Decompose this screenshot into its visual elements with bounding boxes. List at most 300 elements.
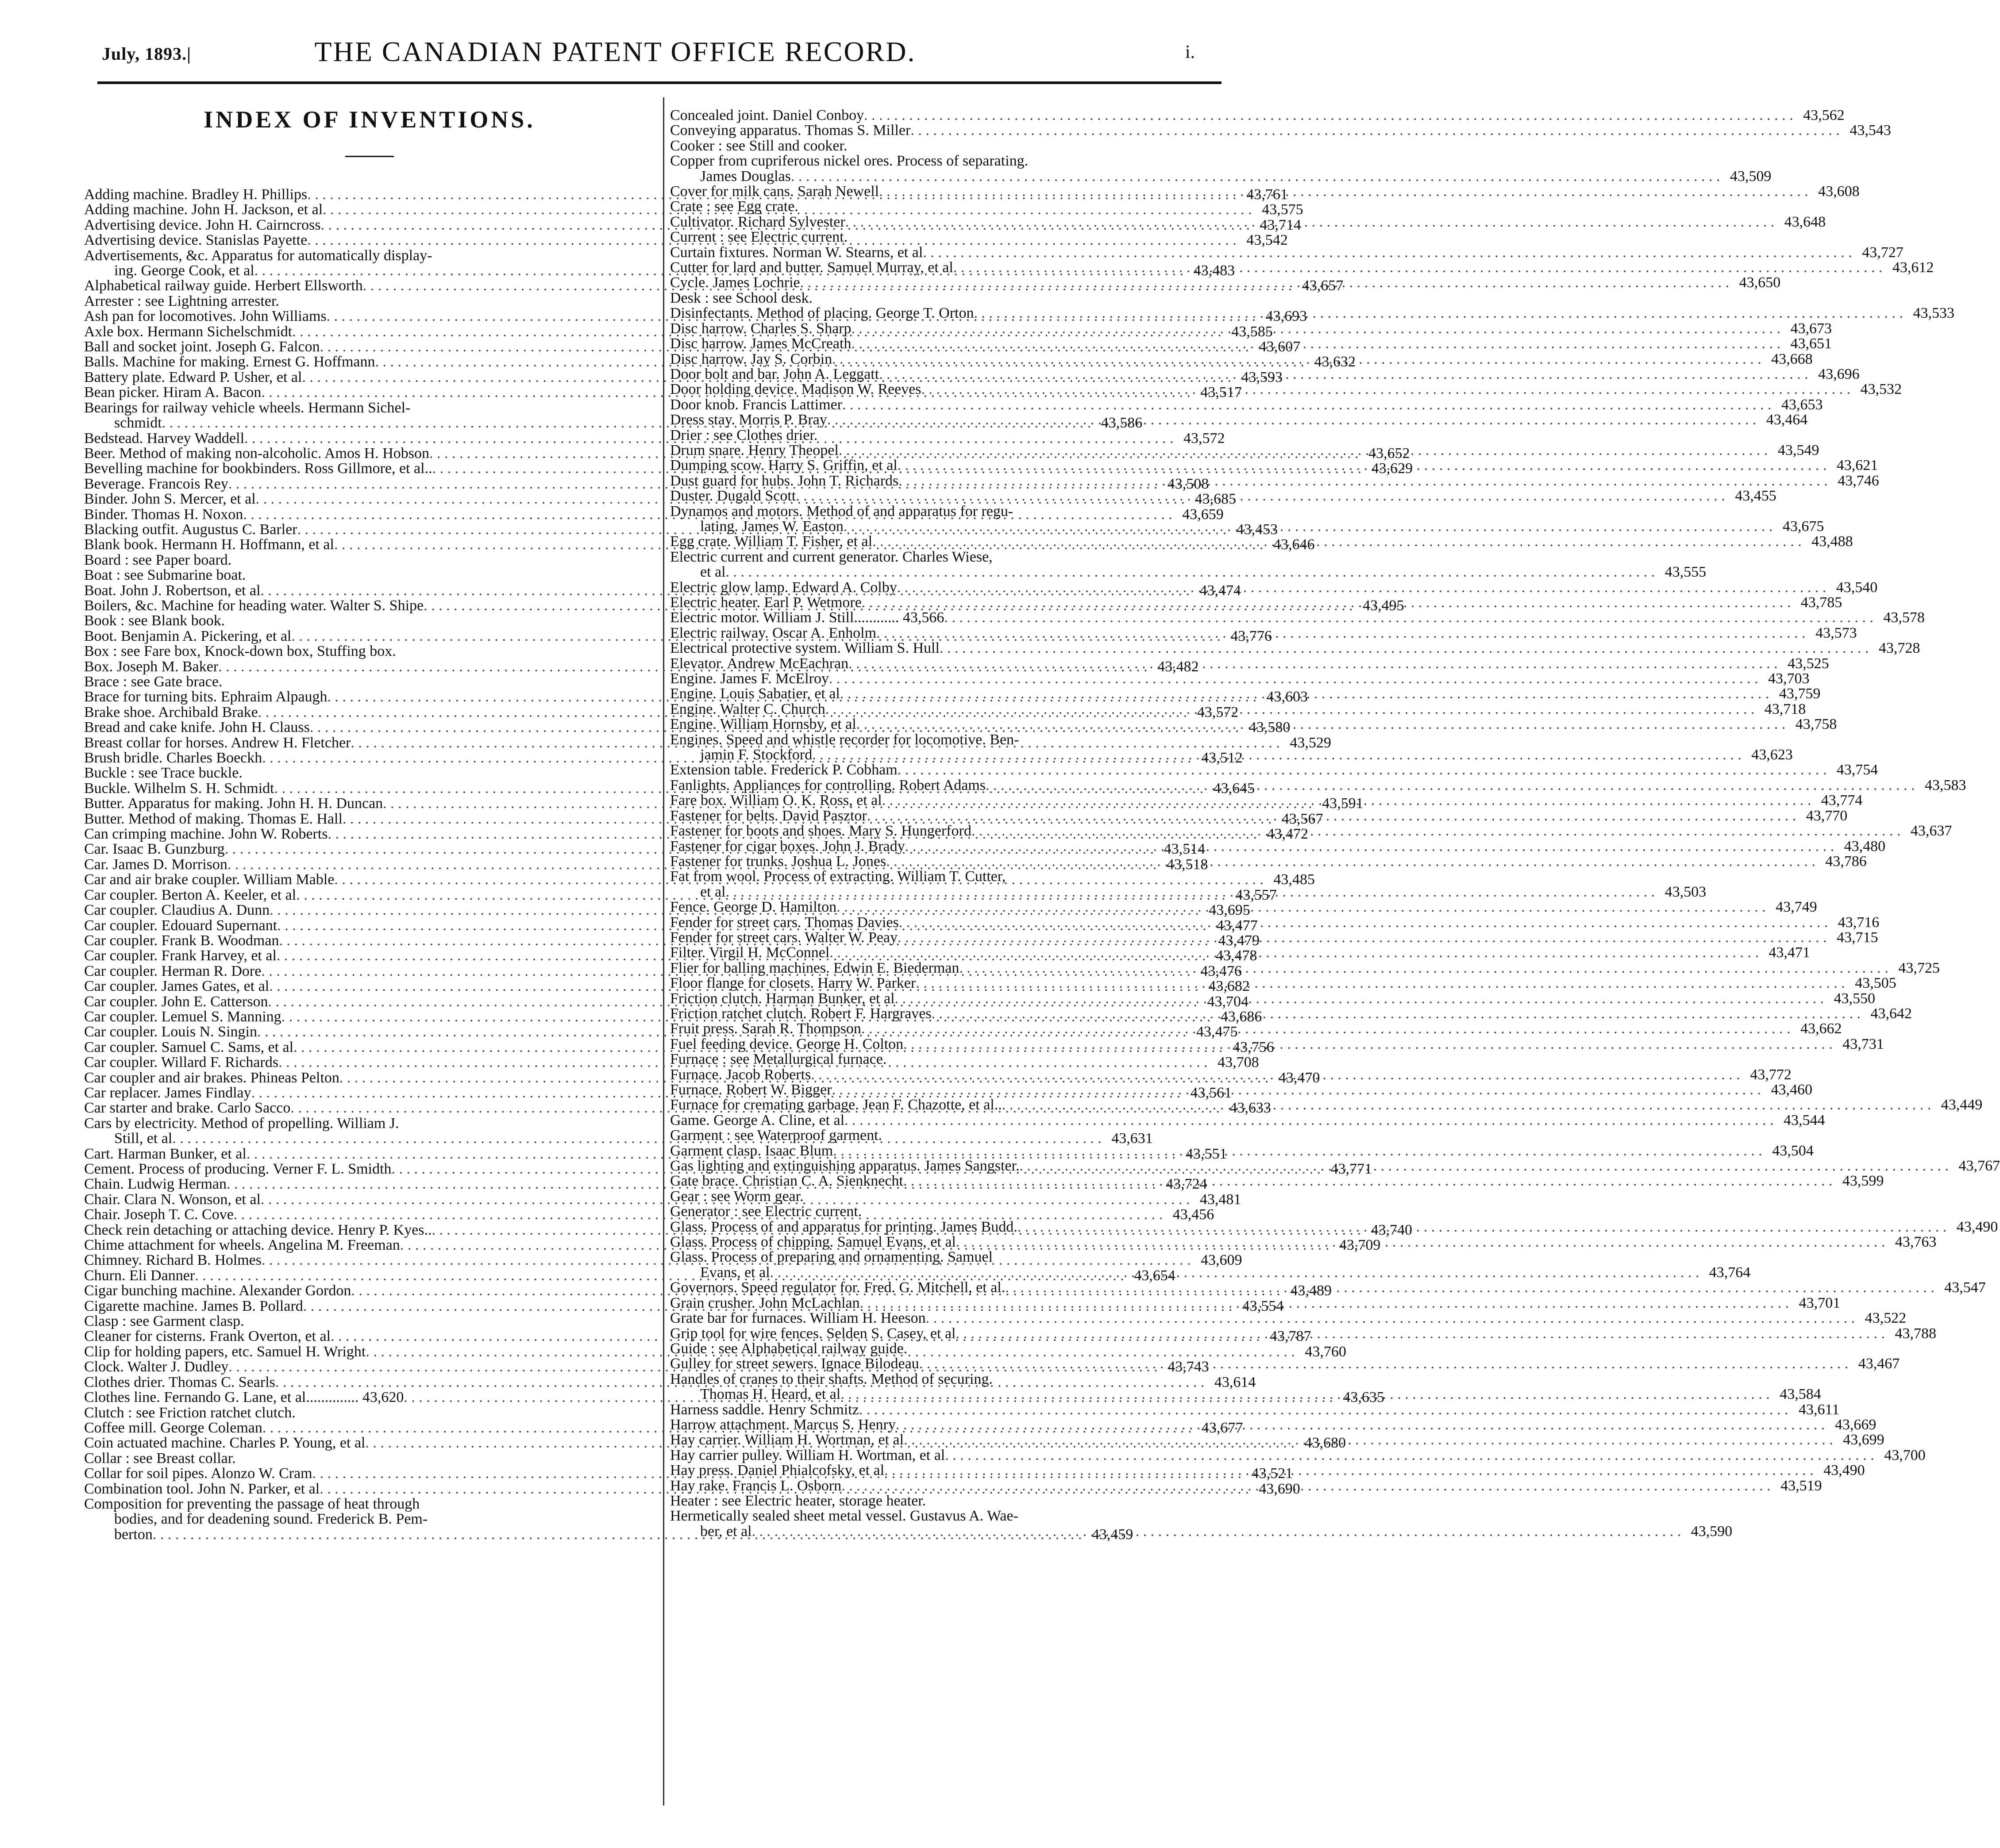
- patent-number: 43,593: [1241, 369, 1283, 385]
- dot-leader: [904, 1432, 1833, 1448]
- entry-text: Boilers, &c. Machine for heading water. Walter S. Shipe: [84, 597, 424, 614]
- index-entry: [670, 1082, 1812, 1098]
- patent-number: 43,449: [1941, 1097, 1983, 1113]
- entry-text: Balls. Machine for making. Ernest G. Hoffmann: [84, 354, 375, 370]
- patent-number: 43,629: [1371, 460, 1413, 477]
- entry-text: Generator : see Electric current.: [670, 1203, 862, 1220]
- dot-leader: [852, 321, 1781, 336]
- entry-text: Car coupler. Louis N. Singin: [84, 1024, 257, 1040]
- patent-number: 43,709: [1339, 1237, 1381, 1254]
- dot-leader: [861, 1021, 1791, 1036]
- patent-number: 43,464: [1766, 412, 1808, 428]
- entry-text: Electric motor. William J. Still............ 43,566: [670, 609, 944, 626]
- entry-text: Drier : see Clothes drier.: [670, 427, 818, 443]
- patent-number: 43,533: [1913, 305, 1954, 322]
- dot-leader: [899, 915, 1828, 930]
- entry-text: Guide : see Alphabetical railway guide.: [670, 1340, 908, 1357]
- patent-number: 43,632: [1314, 354, 1356, 370]
- patent-number: 43,771: [1330, 1161, 1372, 1177]
- dot-leader: [1019, 1159, 1949, 1174]
- index-entry: [84, 1314, 655, 1329]
- entry-text: Chimney. Richard B. Holmes: [84, 1252, 262, 1269]
- entry-text: ber, et al: [700, 1523, 752, 1540]
- index-entry: [670, 504, 1245, 519]
- patent-number: 43,727: [1862, 244, 1904, 261]
- entry-text: Door knob. Francis Lattimer: [670, 396, 843, 413]
- entry-text: Car replacer. James Findlay: [84, 1084, 251, 1101]
- patent-number: 43,572: [1183, 430, 1225, 447]
- dot-leader: [726, 565, 1655, 580]
- patent-number: 43,550: [1834, 990, 1876, 1007]
- entry-text: Box. Joseph M. Baker: [84, 658, 219, 675]
- entry-text: Book : see Blank book.: [84, 612, 225, 629]
- entry-text: Still, et al: [114, 1130, 173, 1147]
- patent-number: 43,555: [1665, 564, 1707, 581]
- dot-leader: [829, 671, 1758, 686]
- patent-number: 43,767: [1958, 1158, 2000, 1174]
- dot-leader: [945, 1448, 1874, 1463]
- dot-leader: [986, 778, 1915, 793]
- index-entry: [670, 564, 1707, 581]
- dot-leader: [841, 1478, 1771, 1494]
- entry-text: Car coupler. Berton A. Keeler, et al: [84, 886, 297, 903]
- entry-text: Cooker : see Still and cooker.: [670, 137, 848, 154]
- dot-leader: [842, 397, 1772, 412]
- index-entry: [670, 1401, 1840, 1418]
- dot-leader: [840, 1387, 1770, 1402]
- patent-number: 43,746: [1838, 472, 1879, 489]
- index-entry: [670, 838, 1886, 855]
- index-entry: [670, 944, 1810, 961]
- index-entry: [670, 777, 1966, 793]
- patent-number: 43,704: [1207, 993, 1249, 1010]
- index-entry: [84, 886, 1277, 903]
- patent-number: 43,573: [1815, 624, 1857, 641]
- patent-number: 43,659: [1182, 506, 1224, 523]
- patent-number: 43,551: [1185, 1145, 1227, 1162]
- entry-text: Binder. Thomas H. Noxon: [84, 506, 243, 523]
- patent-number: 43,583: [1924, 777, 1966, 793]
- patent-number: 43,525: [1788, 655, 1829, 672]
- patent-number: 43,522: [1865, 1310, 1907, 1327]
- index-entry: [670, 1523, 1733, 1540]
- dot-leader: [796, 489, 1725, 504]
- entry-text: Car coupler. John E. Catterson: [84, 993, 268, 1010]
- entry-text: Dynamos and motors. Method of and apparatus for regu-: [670, 503, 1013, 520]
- patent-number: 43,474: [1199, 582, 1241, 599]
- entry-text: Car coupler. Willard F. Richards: [84, 1054, 279, 1071]
- entry-text: Advertisements, &c. Apparatus for automatically display-: [84, 247, 432, 264]
- entry-text: Advertising device. John H. Cairncross: [84, 216, 321, 233]
- entry-text: Harrow attachment. Marcus S. Henry: [670, 1416, 896, 1433]
- entry-text: Engines. Speed and whistle recorder for locomotive. Ben-: [670, 731, 1019, 748]
- entry-text: Heater : see Electric heater, storage heater.: [670, 1492, 926, 1509]
- dot-leader: [1002, 1097, 1931, 1113]
- patent-number: 43,554: [1242, 1297, 1284, 1314]
- entry-text: Dress stay. Morris P. Bray: [670, 412, 827, 428]
- patent-number: 43,772: [1750, 1066, 1792, 1083]
- index-entry: [670, 1416, 1877, 1433]
- entry-text: Car coupler. Frank B. Woodman: [84, 932, 279, 949]
- entry-text: Electric current and current generator. Charles Wiese,: [670, 548, 993, 565]
- index-entry: [84, 644, 655, 659]
- index-entry: [670, 853, 1867, 870]
- entry-text: Fastener for belts. David Pasztor: [670, 807, 867, 824]
- patent-number: 43,648: [1784, 213, 1826, 230]
- index-entry: [84, 1497, 655, 1512]
- dot-leader: [840, 686, 1769, 701]
- patent-number: 43,633: [1229, 1100, 1271, 1116]
- dot-leader: [864, 108, 1793, 123]
- patent-number: 43,503: [1665, 883, 1707, 900]
- patent-number: 43,763: [1895, 1234, 1937, 1251]
- entry-text: Brace for turning bits. Ephraim Alpaugh: [84, 689, 328, 705]
- entry-text: Furnace. Jacob Roberts: [670, 1066, 811, 1083]
- patent-number: 43,725: [1898, 959, 1940, 976]
- entry-text: Cutter for lard and butter. Samuel Murray, et al: [670, 259, 953, 276]
- index-entry: [670, 1447, 1926, 1463]
- patent-number: 43,715: [1837, 929, 1878, 946]
- index-entry: [670, 1310, 1907, 1327]
- patent-number: 43,696: [1818, 366, 1860, 382]
- entry-text: Electric heater. Earl P. Wetmore: [670, 594, 862, 611]
- entry-text: Hay press. Daniel Phialcofsky, et al: [670, 1462, 885, 1479]
- entry-text: Clothes line. Fernando G. Lane, et al.............. 43,620: [84, 1389, 404, 1406]
- dot-leader: [856, 717, 1786, 732]
- section-title: INDEX OF INVENTIONS.: [204, 106, 536, 133]
- dot-leader: [800, 275, 1730, 290]
- entry-text: Hay rake. Francis L. Osborn: [670, 1477, 842, 1494]
- dot-leader: [726, 885, 1655, 900]
- patent-number: 43,703: [1768, 670, 1810, 687]
- entry-text: Clock. Walter J. Dudley: [84, 1359, 229, 1375]
- patent-number: 43,756: [1233, 1039, 1274, 1055]
- entry-text: berton: [114, 1526, 153, 1543]
- index-entry: [84, 1405, 655, 1421]
- index-entry: [670, 914, 1880, 931]
- patent-number: 43,682: [1208, 978, 1250, 995]
- patent-number: 43,770: [1806, 807, 1848, 824]
- index-entry: [670, 396, 1823, 413]
- entry-text: Clasp : see Garment clasp.: [84, 1313, 244, 1330]
- entry-text: Buckle. Wilhelm S. H. Schmidt: [84, 780, 274, 797]
- entry-text: Electric railway. Oscar A. Enholm: [670, 624, 877, 641]
- publication-title: THE CANADIAN PATENT OFFICE RECORD.: [314, 36, 916, 67]
- entry-text: Disinfectants. Method of placing. George T. Orton: [670, 305, 974, 322]
- entry-text: Cigarette machine. James B. Pollard: [84, 1297, 303, 1314]
- entry-text: Adding machine. Bradley H. Phillips: [84, 186, 308, 203]
- patent-number: 43,519: [1780, 1477, 1822, 1494]
- entry-text: Chime attachment for wheels. Angelina M. Freeman: [84, 1237, 400, 1254]
- index-entry: [84, 1116, 655, 1131]
- entry-text: Glass. Process of chipping. Samuel Evans, et al: [670, 1234, 956, 1251]
- entry-text: Fence. George D. Hamilton: [670, 899, 837, 916]
- entry-text: Binder. John S. Mercer, et al: [84, 491, 256, 508]
- entry-text: Evans, et al: [700, 1264, 770, 1281]
- entry-text: Grate bar for furnaces. William H. Heeson: [670, 1310, 926, 1327]
- patent-number: 43,612: [1892, 259, 1934, 276]
- index-entry: [670, 732, 1245, 747]
- index-entry: [670, 1142, 1814, 1159]
- patent-number: 43,480: [1844, 838, 1886, 855]
- entry-text: Fastener for trunks. Joshua L. Jones: [670, 853, 886, 870]
- entry-text: Battery plate. Edward P. Usher, et al: [84, 369, 302, 385]
- entry-text: Engine. Louis Sabatier, et al: [670, 685, 840, 702]
- entry-text: Disc harrow. Jay S. Corbin: [670, 350, 832, 367]
- patent-number: 43,685: [1195, 491, 1237, 508]
- entry-text: Cars by electricity. Method of propelling. William J.: [84, 1115, 399, 1132]
- patent-number: 43,483: [1193, 262, 1235, 279]
- patent-number: 43,646: [1273, 536, 1315, 553]
- dot-leader: [851, 336, 1780, 351]
- entry-text: Car and air brake coupler. William Mable: [84, 871, 335, 888]
- patent-number: 43,557: [1235, 886, 1277, 903]
- patent-number: 43,543: [1850, 122, 1891, 139]
- entry-text: Disc harrow. Charles S. Sharp: [670, 320, 852, 337]
- entry-text: Garment clasp. Isaac Blum: [670, 1142, 833, 1159]
- entry-text: Fender for street cars. Walter W. Peay: [670, 929, 898, 946]
- entry-text: Adding machine. John H. Jackson, et al: [84, 201, 323, 218]
- entry-text: et al: [700, 883, 726, 900]
- patent-number: 43,475: [1196, 1024, 1238, 1040]
- entry-text: Collar for soil pipes. Alonzo W. Cram: [84, 1465, 312, 1482]
- entry-text: Combination tool. John N. Parker, et al: [84, 1480, 320, 1497]
- patent-number: 43,635: [1343, 1389, 1384, 1406]
- entry-text: Clutch : see Friction ratchet clutch.: [84, 1404, 296, 1421]
- entry-text: Gate brace. Christian C. A. Sienknecht: [670, 1173, 903, 1190]
- index-entry: [670, 655, 1829, 672]
- patent-number: 43,585: [1231, 323, 1273, 340]
- entry-text: Boot. Benjamin A. Pickering, et al: [84, 628, 292, 644]
- patent-number: 43,749: [1776, 899, 1817, 916]
- index-entry: [670, 1355, 1900, 1372]
- patent-number: 43,504: [1772, 1142, 1814, 1159]
- entry-text: Hay carrier. William H. Wortman, et al: [670, 1432, 904, 1448]
- index-entry: [670, 488, 1776, 504]
- dot-leader: [833, 1143, 1762, 1159]
- patent-number: 43,467: [1858, 1355, 1900, 1372]
- index-entry: [670, 412, 1808, 428]
- entry-text: Cart. Harman Bunker, et al: [84, 1145, 247, 1162]
- entry-text: Arrester : see Lightning arrester.: [84, 293, 279, 309]
- patent-number: 43,607: [1259, 339, 1301, 355]
- entry-text: et al: [700, 564, 726, 581]
- index-entry: [670, 747, 1793, 763]
- entry-text: lating. James W. Easton: [700, 518, 844, 535]
- patent-number: 43,521: [1251, 1465, 1293, 1482]
- patent-number: 43,584: [1780, 1386, 1821, 1403]
- patent-number: 43,508: [1167, 475, 1209, 492]
- entry-text: Axle box. Hermann Sichelschmidt: [84, 323, 293, 340]
- entry-text: Car starter and brake. Carlo Sacco: [84, 1100, 291, 1116]
- entry-text: Alphabetical railway guide. Herbert Ellsworth: [84, 277, 363, 294]
- patent-number: 43,731: [1842, 1036, 1884, 1052]
- index-entry: [84, 553, 655, 568]
- entry-text: Bread and cake knife. John H. Clauss: [84, 719, 310, 736]
- entry-text: Chair. Joseph T. C. Cove: [84, 1206, 234, 1223]
- patent-number: 43,708: [1218, 1054, 1259, 1071]
- entry-text: Egg crate. William T. Fisher, et al: [670, 533, 873, 550]
- dot-leader: [844, 519, 1773, 534]
- entry-text: Game. George A. Cline, et al: [670, 1112, 845, 1128]
- entry-text: Dumping scow. Harry S. Griffin, et al: [670, 457, 898, 474]
- entry-text: Electric glow lamp. Edward A. Colby: [670, 579, 897, 596]
- entry-text: Cultivator. Richard Sylvester: [670, 213, 845, 230]
- index-entry: [670, 899, 1817, 916]
- entry-text: Cigar bunching machine. Alexander Gordon: [84, 1282, 351, 1299]
- entry-text: Garment : see Waterproof garment.: [670, 1127, 882, 1144]
- entry-text: Disc harrow. James McCreath: [670, 335, 852, 352]
- patent-number: 43,776: [1230, 628, 1272, 644]
- entry-text: Buckle : see Trace buckle.: [84, 765, 243, 782]
- patent-number: 43,701: [1799, 1294, 1841, 1311]
- entry-text: Beverage. Francois Rey: [84, 475, 228, 492]
- dot-leader: [827, 412, 1757, 427]
- index-entry: [670, 701, 1806, 717]
- entry-text: Hay carrier pulley. William H. Wortman, et al: [670, 1447, 945, 1463]
- entry-text: Bedstead. Harvey Waddell: [84, 430, 245, 447]
- patent-number: 43,668: [1771, 350, 1813, 367]
- dot-leader: [895, 991, 1824, 1006]
- entry-text: Car. James D. Morrison: [84, 856, 227, 873]
- index-entry: [670, 154, 1245, 169]
- entry-text: Gear : see Worm gear.: [670, 1188, 804, 1205]
- patent-number: 43,652: [1368, 445, 1410, 462]
- index-entry: [670, 259, 1934, 276]
- patent-number: 43,759: [1779, 685, 1821, 702]
- entry-text: Car coupler. Herman R. Dore: [84, 962, 262, 979]
- entry-text: Car coupler. Samuel C. Sams, et al: [84, 1039, 294, 1055]
- dot-leader: [839, 443, 1768, 458]
- patent-number: 43,460: [1771, 1082, 1812, 1098]
- entry-text: Fanlights. Appliances for controlling. Robert Adams: [670, 777, 986, 793]
- entry-text: Fastener for boots and shoes. Mary S. Hungerford: [670, 823, 971, 839]
- entry-text: Flier for balling machines. Edwin E. Biederman: [670, 959, 960, 976]
- index-entry: [84, 568, 655, 583]
- index-entry: [670, 609, 1925, 626]
- entry-text: Brush bridle. Charles Boeckh: [84, 750, 262, 766]
- index-entry: [670, 1264, 1751, 1281]
- patent-number: 43,669: [1834, 1416, 1877, 1433]
- dot-leader: [898, 458, 1827, 473]
- entry-text: Brake shoe. Archibald Brake: [84, 704, 258, 720]
- index-entry: [670, 381, 1902, 398]
- dot-leader: [811, 1067, 1740, 1082]
- dot-leader: [832, 352, 1761, 367]
- dot-leader: [916, 976, 1845, 991]
- entry-text: Fat from wool. Process of extracting. William T. Cutter,: [670, 868, 1006, 885]
- patent-number: 43,788: [1895, 1325, 1937, 1342]
- index-entry: [670, 1020, 1842, 1037]
- index-entry: [670, 122, 1891, 139]
- index-entry: [84, 294, 655, 309]
- issue-date: July, 1893.|: [102, 44, 191, 64]
- patent-number: 43,690: [1259, 1480, 1300, 1497]
- entry-text: Butter. Apparatus for making. John H. H. Duncan: [84, 795, 383, 812]
- entry-text: Collar : see Breast collar.: [84, 1450, 236, 1467]
- patent-number: 43,544: [1784, 1112, 1825, 1128]
- dot-leader: [919, 1356, 1849, 1371]
- patent-number: 43,478: [1215, 947, 1257, 964]
- entry-text: Filter. Virgil H. McConnel: [670, 944, 830, 961]
- dot-leader: [926, 1311, 1855, 1326]
- entry-text: Friction clutch. Harman Bunker, et al: [670, 990, 895, 1007]
- patent-number: 43,614: [1214, 1374, 1256, 1390]
- index-entry: [670, 959, 1940, 976]
- patent-number: 43,509: [1730, 168, 1772, 185]
- entry-text: Glass. Process of preparing and ornamenting. Samuel: [670, 1249, 993, 1266]
- dot-leader: [884, 1463, 1814, 1478]
- index-entry: [670, 1112, 1825, 1128]
- patent-number: 43,477: [1216, 917, 1258, 934]
- index-entry: [670, 1173, 1884, 1190]
- patent-number: 43,645: [1213, 780, 1255, 797]
- patent-number: 43,716: [1838, 914, 1880, 931]
- entry-text: Door holding device. Madison W. Reeves: [670, 381, 921, 398]
- entry-text: Electrical protective system. William S. Hull: [670, 640, 940, 657]
- entry-text: Blank book. Hermann H. Hoffmann, et al: [84, 536, 334, 553]
- dot-leader: [898, 762, 1827, 778]
- patent-number: 43,459: [1091, 1526, 1133, 1543]
- entry-text: Car coupler. Claudius A. Dunn: [84, 902, 270, 919]
- dot-leader: [897, 580, 1827, 595]
- patent-number: 43,580: [1249, 719, 1291, 736]
- patent-number: 43,542: [1246, 232, 1288, 249]
- dot-leader: [848, 656, 1778, 671]
- patent-number: 43,724: [1166, 1176, 1207, 1193]
- index-entry: [670, 975, 1896, 992]
- patent-number: 43,677: [1201, 1419, 1243, 1436]
- entry-text: Car coupler. Frank Harvey, et al: [84, 947, 277, 964]
- dot-leader: [812, 747, 1742, 762]
- patent-number: 43,495: [1363, 597, 1404, 614]
- patent-number: 43,662: [1800, 1020, 1842, 1037]
- dot-leader: [1017, 1220, 1947, 1235]
- patent-number: 43,540: [1836, 579, 1878, 596]
- dot-leader: [832, 1082, 1761, 1097]
- entry-text: Curtain fixtures. Norman W. Stearns, et al: [670, 244, 923, 261]
- index-entry: [670, 640, 1920, 657]
- patent-number: 43,505: [1855, 975, 1896, 992]
- dot-leader: [923, 245, 1852, 260]
- entry-text: Copper from cupriferous nickel ores. Process of separating.: [670, 153, 1029, 169]
- entry-text: Churn. Eli Danner: [84, 1267, 195, 1284]
- dot-leader: [845, 215, 1775, 230]
- patent-number: 43,608: [1818, 183, 1860, 200]
- entry-text: Furnace for cremating garbage. Jean F. Chazotte, et al..: [670, 1097, 1002, 1113]
- entry-text: Dust guard for hubs. John T. Richards: [670, 472, 899, 489]
- dot-leader: [910, 123, 1840, 138]
- patent-number: 43,476: [1200, 962, 1242, 979]
- entry-text: Clothes drier. Thomas C. Searls: [84, 1374, 275, 1390]
- entry-text: Brace : see Gate brace.: [84, 674, 223, 690]
- entry-text: Engine. Walter C. Church: [670, 701, 825, 717]
- dot-leader: [844, 1113, 1774, 1128]
- patent-number: 43,699: [1843, 1432, 1884, 1448]
- patent-number: 43,654: [1134, 1267, 1175, 1284]
- index-entry: [670, 579, 1878, 596]
- patent-number: 43,512: [1201, 750, 1243, 766]
- entry-text: Boat. John J. Robertson, et al: [84, 582, 261, 599]
- index-entry: [670, 199, 1245, 214]
- dot-leader: [770, 1265, 1699, 1280]
- entry-text: Board : see Paper board.: [84, 551, 232, 568]
- dot-leader: [905, 839, 1834, 854]
- patent-number: 43,455: [1735, 488, 1776, 504]
- entry-text: Fruit press. Sarah R. Thompson: [670, 1020, 861, 1037]
- index-entry: [670, 107, 1845, 123]
- entry-text: Duster. Dugald Scott: [670, 488, 796, 504]
